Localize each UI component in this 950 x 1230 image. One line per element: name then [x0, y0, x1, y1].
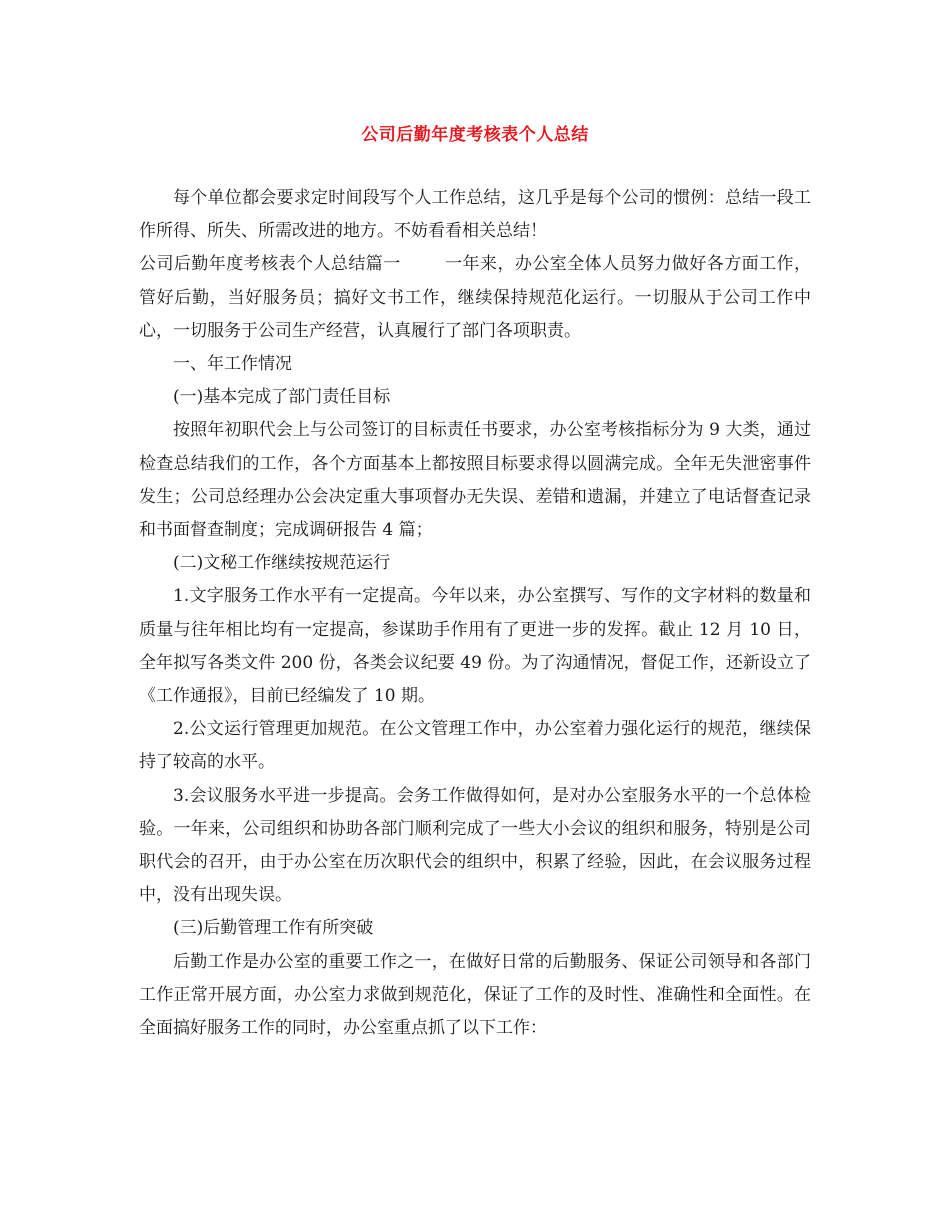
- intro-paragraph: 每个单位都会要求定时间段写个人工作总结，这几乎是每个公司的惯例：总结一段工作所得、所失、所需改进的地方。不妨看看相关总结！: [139, 188, 811, 242]
- subheading-logistics-management: (三)后勤管理工作有所突破: [173, 918, 374, 939]
- item-writing-service: 1.文字服务工作水平有一定提高。今年以来，办公室撰写、写作的文字材料的数量和质量与往年相比均有一定提高，参谋助手作用有了更进一步的发挥。截止 12 月 10 日，全年拟写各类文件 200 份，各类会议纪要 49 份。为了沟通情况，督促工作，还新设立了《工作通报》，目前已经编发了 10 期。: [139, 586, 811, 707]
- item-document-management: 2.公文运行管理更加规范。在公文管理工作中，办公室着力强化运行的规范，继续保持了较高的水平。: [139, 719, 811, 773]
- part-one-label: 公司后勤年度考核表个人总结篇一: [139, 254, 401, 275]
- logistics-management-paragraph: 后勤工作是办公室的重要工作之一，在做好日常的后勤服务、保证公司领导和各部门工作正常开展方面，办公室力求做到规范化，保证了工作的及时性、准确性和全面性。在全面搞好服务工作的同时，办公室重点抓了以下工作：: [139, 951, 811, 1039]
- document-page: [139, 118, 811, 1045]
- responsibility-goals-paragraph: 按照年初职代会上与公司签订的目标责任书要求，办公室考核指标分为 9 大类，通过检查总结我们的工作，各个方面基本上都按照目标要求得以圆满完成。全年无失泄密事件发生；公司总经理办公会决定重大事项督办无失误、差错和遗漏，并建立了电话督查记录和书面督查制度；完成调研报告 4 篇；: [139, 420, 811, 541]
- document-title: 公司后勤年度考核表个人总结: [361, 125, 589, 145]
- part-one-text: 一年来，办公室全体人员努力做好各方面工作，管好后勤，当好服务员；搞好文书工作，继续保持规范化运行。一切服从于公司工作中心，一切服务于公司生产经营，认真履行了部门各项职责。: [139, 254, 812, 341]
- item-meeting-service: 3.会议服务水平进一步提高。会务工作做得如何，是对办公室服务水平的一个总体检验。一年来，公司组织和协助各部门顺利完成了一些大小会议的组织和服务，特别是公司职代会的召开，由于办公室在历次职代会的组织中，积累了经验，因此，在会议服务过程中，没有出现失误。: [139, 785, 811, 906]
- subheading-secretarial-work: (二)文秘工作继续按规范运行: [173, 553, 391, 574]
- part-one-paragraph: [139, 248, 811, 348]
- section-heading-annual-work: 一、年工作情况: [173, 354, 292, 375]
- subheading-responsibility-goals: (一)基本完成了部门责任目标: [173, 387, 391, 408]
